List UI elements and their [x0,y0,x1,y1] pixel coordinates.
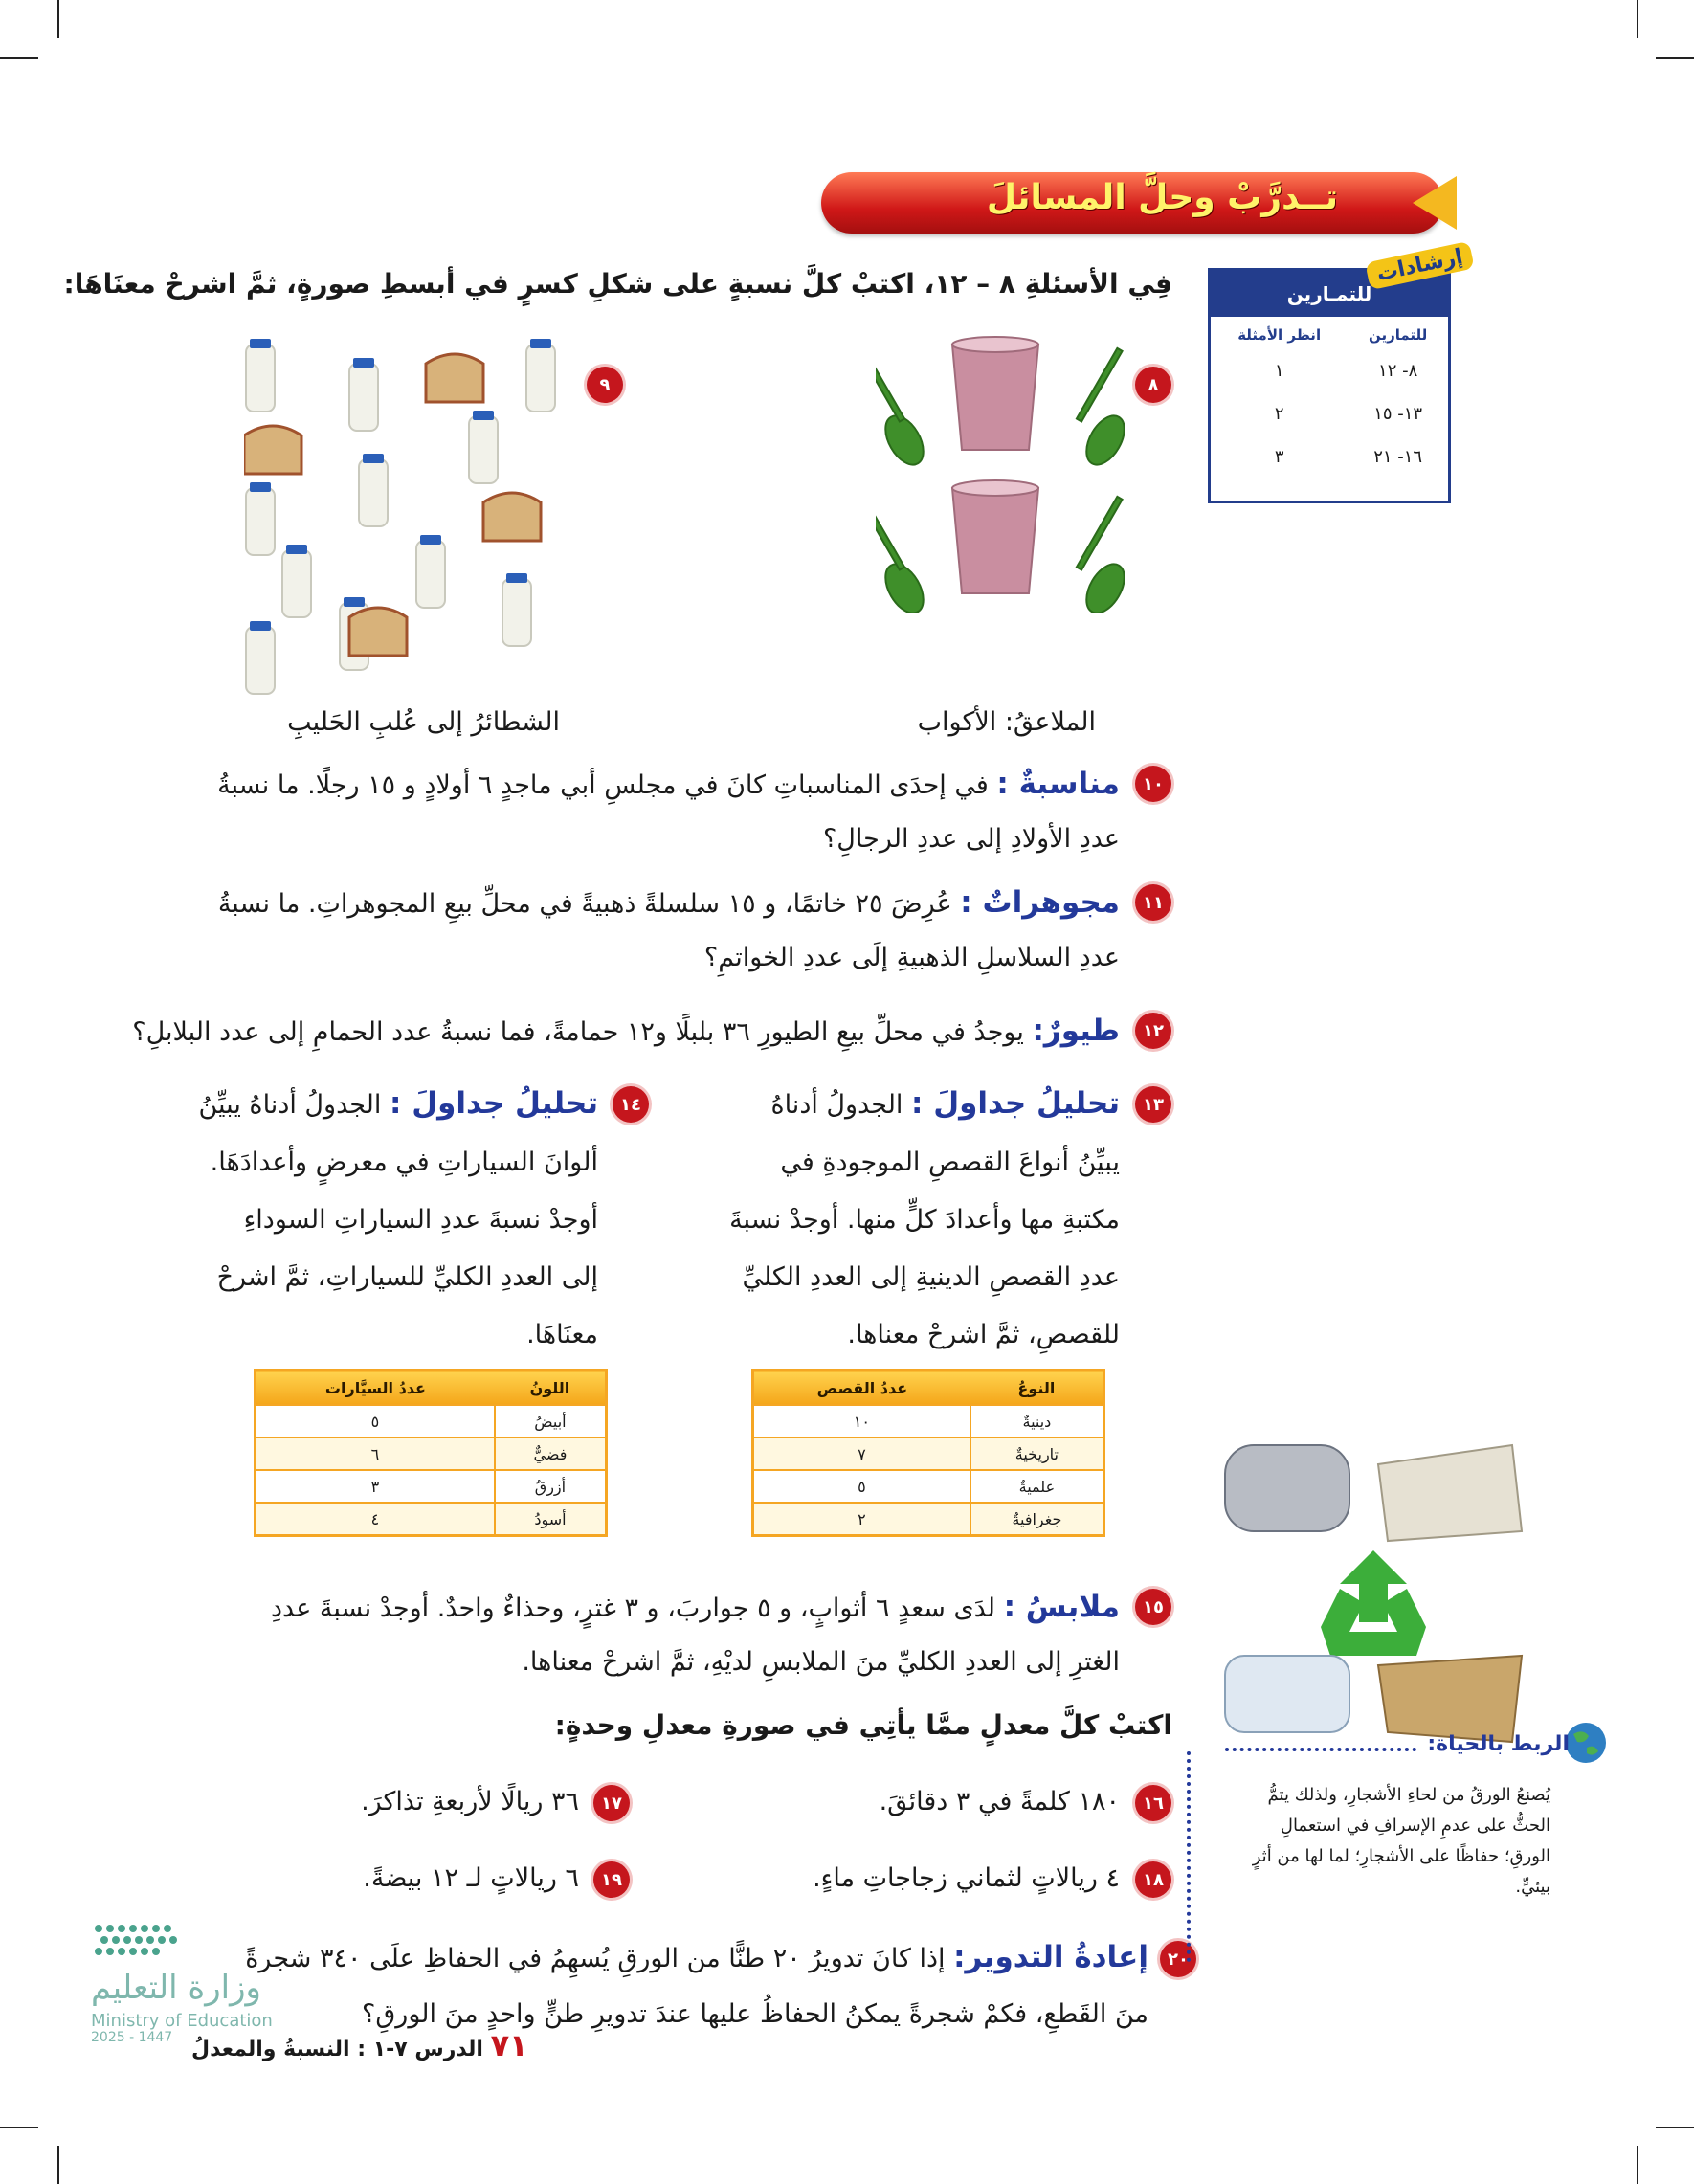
table-row: ١٦- ٢١ ٣ [1274,447,1423,467]
q13-label: تحليلُ جداولَ : [911,1086,1120,1121]
q20-line2: منَ القَطعِ، فكمْ شجرةً يمكنُ الحفاظُ عليها عندَ تدويرِ طنٍّ واحدٍ منَ الورقِ؟ [362,1999,1148,2029]
crop-mark [1637,2146,1638,2184]
q18-text: ٤ ريالاتٍ لثماني زجاجاتِ ماءٍ. [813,1863,1120,1893]
table-row: علميةٌ ٥ [753,1470,1104,1503]
globe-icon [1564,1721,1608,1765]
dotted-divider [1225,1748,1416,1751]
table-row: دينيةٌ ١٠ [753,1405,1104,1437]
q10-label: مناسبةٌ : [996,767,1120,801]
question-number: ١٤ [613,1086,649,1123]
q10-line1: مناسبةٌ : في إحدَى المناسباتِ كانَ في مجلسِ أبي ماجدٍ ٦ أولادٍ و ١٥ رجلًا. ما نسبةُ [217,767,1120,801]
life-connection-box [1187,1732,1570,1981]
q14-line: معنَاهَا. [526,1320,598,1349]
logo-dots-icon [91,1919,196,1967]
crop-mark [1637,0,1638,38]
q14-line: أوجدْ نسبةَ عددِ السياراتِ السوداءِ [243,1205,598,1235]
life-text: يُصنعُ الورقُ من لحاءِ الأشجارِ، ولذلك يتمُّ الحثُّ على عدمِ الإسرافِ في استعمالِ الورقِ؛ حفاظًا على الأشجارِ؛ لما لها من أثرٍ بيئيٍّ. [1252,1785,1550,1897]
hints-heading: للتمـارين [1211,271,1448,317]
q15-line2: الغترِ إلى العددِ الكليِّ منَ الملابسِ لديْهِ، ثمَّ اشرحْ معناها. [522,1647,1120,1677]
q14-line: ألوانَ السياراتِ في معرضٍ وأعدادَهَا. [210,1148,598,1177]
q15-label: ملابسُ : [1003,1590,1120,1624]
unit-rate-intro: اكتبْ كلَّ معدلٍ ممَّا يأتِي في صورةِ معدلِ وحدةٍ: [554,1709,1172,1741]
spoons-cups-picture [876,325,1125,613]
hints-table [1211,317,1448,479]
q13-line: عددِ القصصِ الدينيةِ إلى العددِ الكليِّ [742,1262,1120,1292]
recycling-picture [1215,1436,1531,1751]
q13-line: يبيِّنُ أنواعَ القصصِ الموجودةِ في [780,1148,1120,1177]
table-row: تاريخيةٌ ٧ [753,1437,1104,1470]
q20-label: إعادةُ التدوير: [953,1940,1148,1974]
question-number: ١٩ [593,1861,630,1898]
question-number: ١٧ [593,1785,630,1821]
question-number: ١٨ [1135,1861,1171,1898]
question-number: ١٦ [1135,1785,1171,1821]
table-header: النوعُ [970,1371,1104,1406]
q9-caption: الشطائرُ إلى عُلبِ الحَليبِ [287,707,560,737]
table-header: عددُ السيَّارات [256,1371,495,1406]
lesson-title: الدرس ٧-١ : النسبةُ والمعدلُ [191,2038,483,2061]
intro-text: فِي الأسئلةِ ٨ – ١٢، اكتبْ كلَّ نسبةٍ على شكلِ كسرٍ في أبسطِ صورةٍ، ثمَّ اشرحْ معنَاهَا: [63,268,1172,300]
crop-mark [1656,2127,1694,2128]
life-heading: الربط بالحياة: [1427,1732,1570,1756]
question-number: ٨ [1135,367,1171,403]
q16-text: ١٨٠ كلمةً في ٣ دقائقَ. [879,1787,1120,1816]
section-banner [821,172,1443,234]
q13-line: مكتبةِ مها وأعدادَ كلٍّ منها. أوجدْ نسبةَ [729,1205,1120,1235]
question-number: ٢٠ [1160,1941,1196,1977]
hints-col-exercises: للتمارين [1368,326,1428,344]
crop-mark [0,2127,38,2128]
banner-arrow-icon [1413,176,1457,230]
question-number: ١٣ [1135,1086,1171,1123]
section-title: تــدرَّبْ وحلَّ المسائلَ [986,178,1338,217]
hints-badge: إرشادات [1365,241,1475,290]
question-number: ١٠ [1135,766,1171,802]
table-row: فضيٌّ ٦ [256,1437,607,1470]
q11-line1: مجوهراتٌ : عُرِضَ ٢٥ خاتمًا، و ١٥ سلسلةً ذهبيةً في محلِّ بيعِ المجوهراتِ. ما نسبةُ [217,885,1120,920]
q11-line2: عددِ السلاسلِ الذهبيةِ إلَى عددِ الخواتمِ؟ [703,943,1120,972]
q14-label: تحليلُ جداولَ : [390,1086,598,1121]
table-header: عددُ القصص [753,1371,970,1406]
crop-mark [1656,57,1694,59]
crop-mark [57,0,59,38]
crop-mark [0,57,38,59]
q17-text: ٣٦ ريالًا لأربعةِ تذاكرَ. [361,1787,579,1816]
q8-caption: الملاعقُ: الأكواب [917,707,1096,737]
page-footer [191,2027,528,2063]
question-number: ١٥ [1135,1589,1171,1625]
q19-text: ٦ ريالاتٍ لـ ١٢ بيضةً. [363,1863,579,1893]
table-row: أزرقُ ٣ [256,1470,607,1503]
q12-line1: طيورٌ: يوجدُ في محلِّ بيعِ الطيورِ ٣٦ بلبلًا و١٢ حمامةً، فما نسبةُ عدد الحمامِ إلى عدد البلابلِ؟ [132,1014,1120,1048]
crop-mark [57,2146,59,2184]
cars-table [254,1369,608,1537]
hints-col-examples: انظر الأمثلة [1237,326,1322,344]
table-row: جغرافيةٌ ٢ [753,1503,1104,1536]
page-number: ٧١ [490,2027,528,2063]
table-header: اللونُ [495,1371,607,1406]
table-row: أسودُ ٤ [256,1503,607,1536]
stories-table [751,1369,1105,1537]
hints-box [1208,244,1465,503]
dotted-divider [1187,1751,1191,1962]
q14-line: إلى العددِ الكليِّ للسياراتِ، ثمَّ اشرحْ [216,1262,598,1292]
ministry-year: 2025 - 1447 [91,2030,173,2045]
question-number: ١١ [1135,884,1171,921]
table-row: ٨- ١٢ ١ [1274,361,1418,381]
q13-line1: تحليلُ جداولَ : الجدولُ أدناهُ [770,1086,1120,1121]
q20-line1: إعادةُ التدوير: إذا كانَ تدويرُ ٢٠ طنًّا من الورقِ يُسهِمُ في الحفاظِ علَى ٣٤٠ شجرةً [245,1940,1148,1974]
q13-line: للقصصِ، ثمَّ اشرحْ معناها. [847,1320,1120,1349]
q10-line2: عددِ الأولادِ إلى عددِ الرجالِ؟ [822,824,1120,854]
question-number: ٩ [587,367,623,403]
q14-line1: تحليلُ جداولَ : الجدولُ أدناهُ يبيِّنُ [198,1086,598,1121]
sandwiches-milk-picture [244,335,574,703]
ministry-name-ar: وزارة التعليم [91,1969,261,2007]
q12-label: طيورٌ: [1032,1014,1120,1048]
q11-label: مجوهراتٌ : [960,885,1120,920]
question-number: ١٢ [1135,1013,1171,1049]
ministry-logo [91,1919,311,2043]
table-row: ١٣- ١٥ ٢ [1274,404,1423,424]
table-row: أبيضُ ٥ [256,1405,607,1437]
q15-line1: ملابسُ : لدَى سعدٍ ٦ أثوابٍ، و ٥ جواربَ، و ٣ غترٍ، وحذاءٌ واحدٌ. أوجدْ نسبةَ عددِ [271,1590,1120,1624]
ministry-name-en: Ministry of Education [91,2011,273,2031]
